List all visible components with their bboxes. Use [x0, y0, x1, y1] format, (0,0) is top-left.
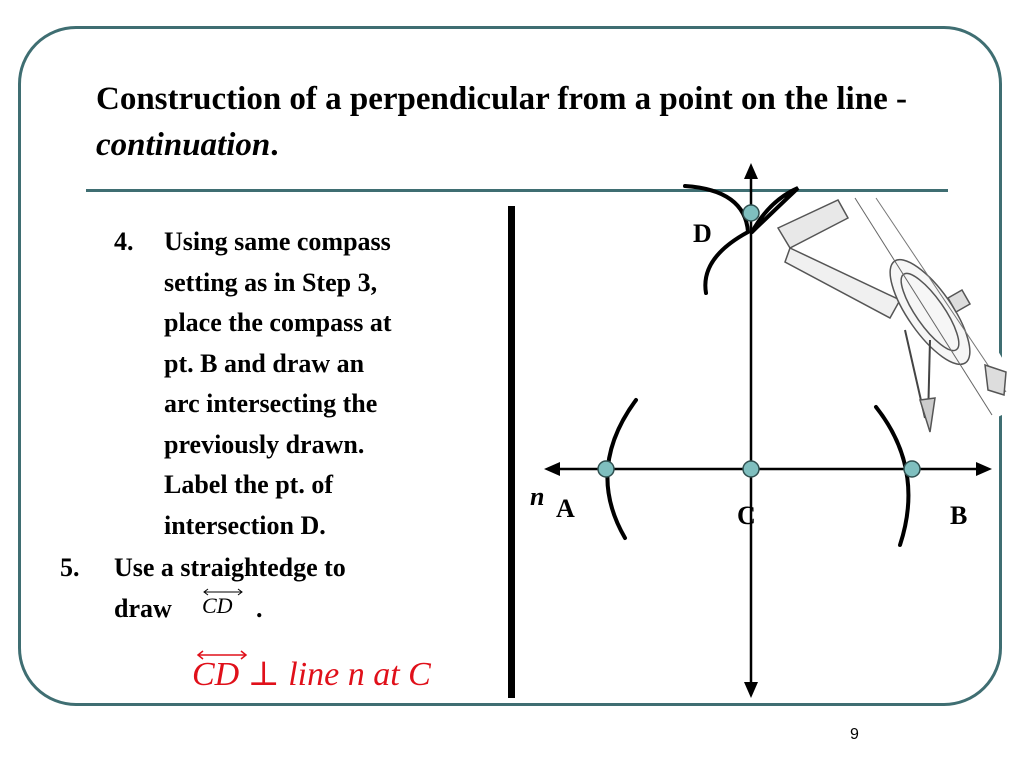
step-5-number: 5.: [60, 553, 80, 582]
perpendicular-line-cd: [744, 163, 758, 698]
column-divider: [508, 206, 515, 698]
step-4-line: setting as in Step 3,: [164, 267, 378, 297]
step-5-line: draw: [114, 594, 172, 623]
step-4-line: arc intersecting the: [164, 389, 378, 418]
point-d-marker: [743, 205, 759, 221]
page-number: 9: [850, 726, 859, 743]
construction-diagram: [530, 160, 1010, 705]
step-4-number: 4.: [114, 227, 134, 256]
step-5-period: .: [256, 594, 263, 623]
point-c-marker: [743, 461, 759, 477]
step-5-line: Use a straightedge to: [114, 553, 346, 582]
label-d: D: [693, 219, 712, 248]
conclusion-text: CD ⊥ line n at C: [192, 656, 431, 693]
step-4-line: Using same compass: [164, 227, 391, 256]
line-cd-notation: [198, 588, 258, 622]
step-4-line: place the compass at: [164, 308, 392, 337]
slide-title: [96, 76, 956, 168]
title-end: .: [270, 127, 279, 163]
point-b-marker: [904, 461, 920, 477]
step-4-line: previously drawn.: [164, 429, 365, 459]
label-line-n: n: [530, 482, 545, 511]
compass-icon: [778, 192, 1008, 448]
segment-cd-label: CD: [202, 593, 233, 618]
label-c: C: [737, 501, 756, 530]
title-italic: continuation: [96, 127, 271, 163]
step-4-line: intersection D.: [164, 510, 326, 540]
title-main: Construction of a perpendicular from a point on the line -: [96, 81, 907, 117]
arc-through-b: [876, 407, 908, 545]
step-4-line: Label the pt. of: [164, 470, 333, 499]
step-4-text: [164, 222, 391, 546]
label-a: A: [556, 494, 575, 523]
conclusion-statement: [192, 650, 492, 700]
point-a-marker: [598, 461, 614, 477]
step-4-line: pt. B and draw an: [164, 348, 365, 378]
label-b: B: [950, 501, 968, 530]
